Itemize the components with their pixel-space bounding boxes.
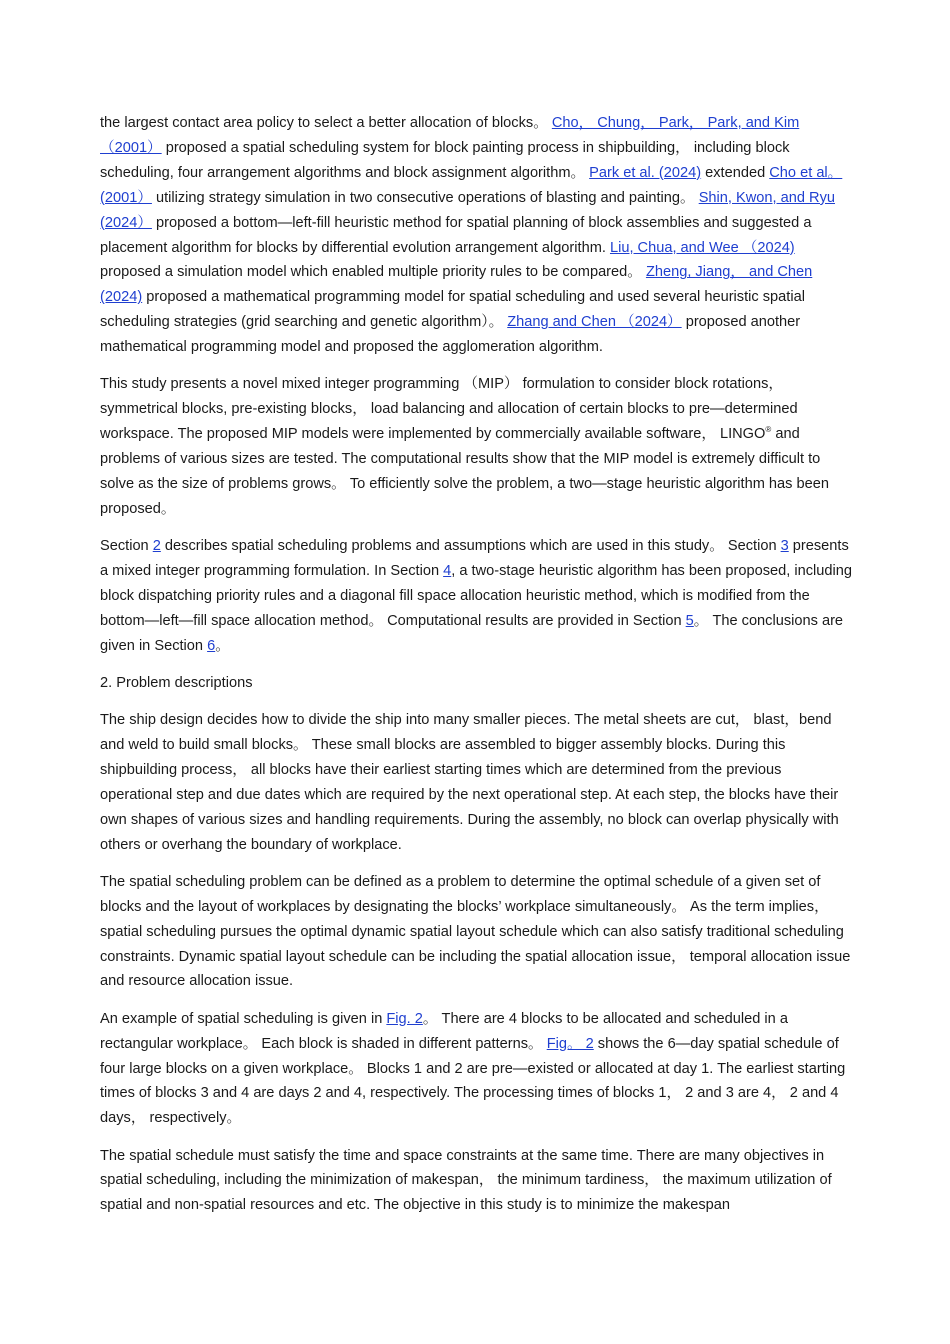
citation-link[interactable]: Park et al. (2024) <box>589 164 702 181</box>
section-heading <box>100 671 852 696</box>
text-run: describes spatial scheduling problems and assumptions which are used in this study。 Section <box>160 538 781 555</box>
citation-link[interactable]: 3 <box>780 538 789 555</box>
citation-link[interactable]: Shin, Kwon, and Ryu (2024） <box>100 189 835 231</box>
citation-link[interactable]: Cho et al。 (2001） <box>100 164 843 206</box>
text-run: 。 <box>215 637 230 654</box>
text-run: utilizing strategy simulation in two consecutive operations of blasting and painting。 <box>151 189 699 206</box>
text-run: proposed another mathematical programming model and proposed the agglomeration algorithm. <box>100 314 801 356</box>
citation-link[interactable]: 6 <box>207 637 216 654</box>
text-run: shows the 6—day spatial schedule of four large blocks on a given workplace。 Blocks 1 and 2 are pre—existed or allocated at day 1. The earliest starting times of blocks 3 and 4 are days 2 and 4, respectively. The processing times of blocks 1， 2 and 3 are 4， 2 and 4 days， respectively。 <box>100 1035 846 1127</box>
paragraph-example <box>100 1007 852 1132</box>
document-page <box>100 111 852 1231</box>
text-run: proposed a simulation model which enabled multiple priority rules to be compared。 <box>100 264 646 281</box>
paragraph-objectives <box>100 1144 852 1219</box>
registered-mark: ® <box>765 425 772 435</box>
text-run: the largest contact area policy to select a better allocation of blocks。 <box>100 115 552 131</box>
citation-link[interactable]: 5 <box>685 612 694 629</box>
text-run: The spatial schedule must satisfy the time and space constraints at the same time. There are many objectives in spatial scheduling, including the minimization of makespan， the minimum tardiness， the maximum utilization of spatial and non-spatial resources and etc. The objective in this study is to minimize the makespan <box>100 1147 832 1214</box>
text-run: presents a mixed integer programming formulation. In Section <box>100 538 849 579</box>
text-run: proposed a mathematical programming model for spatial scheduling and used several heuristic spatial scheduling strategies (grid searching and genetic algorithm）。 <box>100 289 805 331</box>
text-run: proposed a bottom—left-fill heuristic method for spatial planning of block assemblies and suggested a placement algorithm for blocks by differential evolution arrangement algorithm. <box>100 214 812 256</box>
text-run: extended <box>701 164 770 181</box>
paragraph-section-outline <box>100 534 852 659</box>
paragraph-ship-design <box>100 708 852 857</box>
text-run: proposed a spatial scheduling system for block painting process in shipbuilding， including block scheduling, four arrangement algorithms and block assignment algorithm。 <box>100 139 790 181</box>
text-run: 。 The conclusions are given in Section <box>100 612 844 654</box>
text-run: This study presents a novel mixed integer programming （MIP） formulation to consider block rotations，symmetrical blocks, pre-existing blocks， load balancing and allocation of certain blocks to pre—determined workspace. The proposed MIP models were implemented by commercially available software， LINGO <box>100 376 798 443</box>
text-run: Section <box>100 538 153 555</box>
citation-link[interactable]: Fig。 2 <box>546 1035 594 1052</box>
paragraph-problem-definition <box>100 870 852 995</box>
paragraph-study-overview <box>100 372 852 521</box>
text-run: , a two-stage heuristic algorithm has been proposed, including block dispatching priority rules and a diagonal fill space allocation heuristic method, which is modified from the bottom—left—fill space allocation method。 Computational results are provided in Section <box>100 563 853 629</box>
citation-link[interactable]: 4 <box>443 563 452 579</box>
text-run: The ship design decides how to divide the ship into many smaller pieces. The metal sheets are cut， blast，bend and weld to build small blocks。 These small blocks are assembled to bigger assembly blocks. During this shipbuilding process， all blocks have their earliest starting times which are determined from the previous operational step and due dates which are required by the next operational step. At each step, the blocks have their own shapes of various sizes and handling requirements. During the assembly, no block can overlap physically with others or overhang the boundary of workplace. <box>100 712 839 853</box>
citation-link[interactable]: Zhang and Chen （2024） <box>507 314 682 331</box>
citation-link[interactable]: Zheng, Jiang， and Chen (2024) <box>100 264 813 306</box>
text-run: 。 There are 4 blocks to be allocated and scheduled in a rectangular workplace。 Each block is shaded in different patterns。 <box>100 1010 788 1052</box>
paragraph-related-work <box>100 111 852 360</box>
text-run: The spatial scheduling problem can be defined as a problem to determine the optimal schedule of a given set of blocks and the layout of workplaces by designating the blocks’ workplace simultaneously。 As the term implies， spatial scheduling pursues the optimal dynamic spatial layout schedule which can also satisfy traditional scheduling constraints. Dynamic spatial layout schedule can be including the spatial allocation issue， temporal allocation issue and resource allocation issue. <box>100 873 851 990</box>
text-run: An example of spatial scheduling is given in <box>100 1010 387 1027</box>
citation-link[interactable]: Cho， Chung， Park， Park, and Kim （2001） <box>100 115 800 156</box>
text-run: and problems of various sizes are tested. The computational results show that the MIP model is extremely difficult to solve as the size of problems grows。 To efficiently solve the problem, a two—stage heuristic algorithm has been proposed。 <box>100 426 829 517</box>
citation-link[interactable]: 2 <box>152 538 161 555</box>
citation-link[interactable]: Fig. 2 <box>386 1010 423 1027</box>
text-run: 2. Problem descriptions <box>100 674 253 691</box>
citation-link[interactable]: Liu, Chua, and Wee （2024) <box>609 239 795 256</box>
